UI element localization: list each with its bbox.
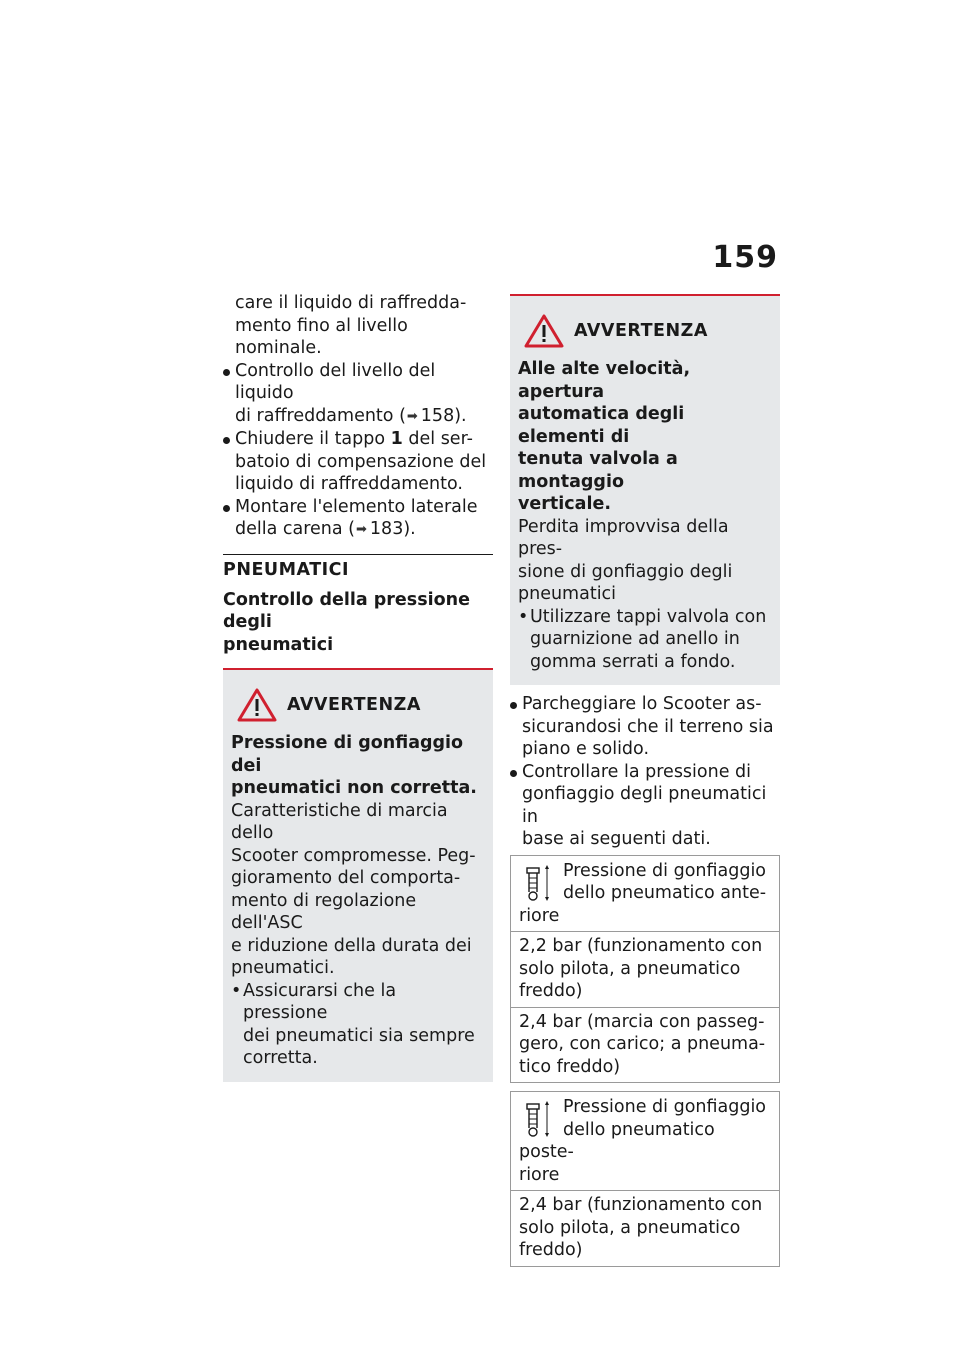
right-column: [510, 292, 780, 1267]
text-line: base ai seguenti dati.: [522, 829, 711, 849]
text-fragment: ).: [454, 405, 467, 426]
list-item: [223, 496, 493, 542]
text-line: Pressione di gonfiaggio dei: [231, 733, 464, 776]
cross-reference-arrow-icon: ➡: [406, 408, 418, 424]
text-line: Controllo del livello del liquido: [235, 360, 436, 403]
text-line: verticale.: [518, 494, 611, 514]
table-header: [511, 856, 779, 932]
text-line: automatica degli elementi di: [518, 404, 685, 447]
warning-action-list: [518, 606, 772, 674]
text-line: gonfiaggio degli pneumatici in: [522, 784, 767, 827]
warning-box: [510, 294, 780, 685]
table-row: [511, 1007, 779, 1083]
page-reference[interactable]: 183: [369, 519, 404, 539]
text-line: guarnizione ad anello in: [530, 629, 740, 649]
text-line: 2,2 bar (funzionamento con: [519, 936, 763, 956]
warning-header: [237, 688, 485, 722]
text-line: gioramento del comporta-: [231, 868, 461, 888]
text-line: corretta.: [243, 1048, 318, 1068]
text-line: tenuta valvola a montaggio: [518, 449, 678, 492]
tire-pressure-table-front: [510, 855, 780, 1084]
text-line: Caratteristiche di marcia dello: [231, 800, 448, 843]
warning-body: [231, 800, 485, 980]
tire-pressure-icon: [525, 1100, 551, 1138]
text-line: Alle alte velocità, apertura: [518, 359, 691, 402]
table-row: [511, 1190, 779, 1266]
text-line: e riduzione della durata dei: [231, 935, 472, 956]
text-line: Parcheggiare lo Scooter as-: [522, 694, 762, 714]
text-line: pneumatici: [223, 634, 334, 655]
section-title: PNEUMATICI: [223, 559, 350, 580]
text-line: mento fino al livello nominale.: [235, 315, 408, 358]
procedure-list: [510, 693, 780, 851]
warning-triangle-icon: [524, 314, 564, 348]
text-fragment: ).: [403, 519, 416, 539]
text-line: tico freddo): [519, 1056, 621, 1077]
warning-box: [223, 668, 493, 1082]
text-fragment: Chiudere il tappo: [235, 429, 391, 449]
table-row: [511, 931, 779, 1007]
callout-number: 1: [390, 429, 403, 449]
text-line: care il liquido di raffredda-: [235, 293, 467, 313]
text-line: dello pneumatico ante-: [563, 883, 767, 903]
text-line: • Assicurarsi che la pressione: [243, 980, 397, 1023]
cross-reference-arrow-icon: ➡: [356, 522, 367, 537]
tire-pressure-table-rear: [510, 1091, 780, 1267]
text-line: Pressione di gonfiaggio: [563, 1097, 767, 1117]
section-divider: [223, 554, 493, 555]
text-line: 2,4 bar (funzionamento con: [519, 1195, 763, 1215]
text-line: solo pilota, a pneumatico: [519, 1217, 741, 1238]
subsection-title: [223, 589, 493, 657]
left-column: [223, 292, 493, 1082]
text-line: liquido di raffreddamento.: [235, 474, 463, 494]
text-line: Pressione di gonfiaggio: [563, 860, 767, 881]
table-header: [511, 1092, 779, 1190]
text-line: batoio di compensazione del: [235, 451, 487, 472]
text-line: solo pilota, a pneumatico: [519, 958, 741, 979]
text-line: riore: [519, 905, 560, 926]
warning-title: AVVERTENZA: [574, 321, 708, 341]
warning-heading: [231, 732, 485, 800]
page-reference[interactable]: 158: [420, 405, 455, 426]
text-line: pneumatici: [518, 584, 617, 604]
intro-text: [223, 292, 493, 360]
list-item: [510, 761, 780, 851]
page-number: 159: [712, 240, 778, 275]
text-line: dello pneumatico poste-: [519, 1119, 715, 1162]
text-line: riore: [519, 1164, 560, 1185]
list-item: [223, 428, 493, 496]
text-line: mento di regolazione dell'ASC: [231, 890, 417, 933]
warning-action-list: [231, 980, 485, 1070]
text-line: Controllo della pressione degli: [223, 589, 470, 632]
warning-body: [518, 516, 772, 606]
text-line: Montare l'elemento laterale: [235, 496, 478, 517]
text-line: freddo): [519, 981, 583, 1001]
text-fragment: del ser-: [402, 429, 473, 449]
list-item: [518, 606, 772, 674]
list-item: [231, 980, 485, 1070]
text-line: pneumatici.: [231, 958, 335, 978]
procedure-list: [223, 360, 493, 542]
text-line: • Utilizzare tappi valvola con: [530, 606, 767, 627]
warning-title: AVVERTENZA: [287, 695, 421, 715]
list-item: [223, 360, 493, 429]
text-line: freddo): [519, 1240, 583, 1260]
text-line: Perdita improvvisa della pres-: [518, 516, 729, 559]
text-line: di raffreddamento (: [235, 405, 406, 426]
text-line: Controllare la pressione di: [522, 761, 752, 782]
warning-triangle-icon: [237, 688, 277, 722]
text-line: sione di gonfiaggio degli: [518, 561, 733, 582]
text-line: piano e solido.: [522, 739, 650, 759]
text-line: gomma serrati a fondo.: [530, 651, 736, 672]
text-line: dei pneumatici sia sempre: [243, 1025, 475, 1046]
text-line: Scooter compromesse. Peg-: [231, 845, 476, 866]
text-line: sicurandosi che il terreno sia: [522, 716, 774, 737]
text-line: 2,4 bar (marcia con passeg-: [519, 1011, 765, 1032]
warning-header: [524, 314, 772, 348]
text-line: della carena (: [235, 519, 356, 539]
list-item: [510, 693, 780, 761]
text-line: pneumatici non corretta.: [231, 778, 477, 798]
warning-heading: [518, 358, 772, 516]
tire-pressure-icon: [525, 864, 551, 902]
text-line: gero, con carico; a pneuma-: [519, 1034, 766, 1054]
